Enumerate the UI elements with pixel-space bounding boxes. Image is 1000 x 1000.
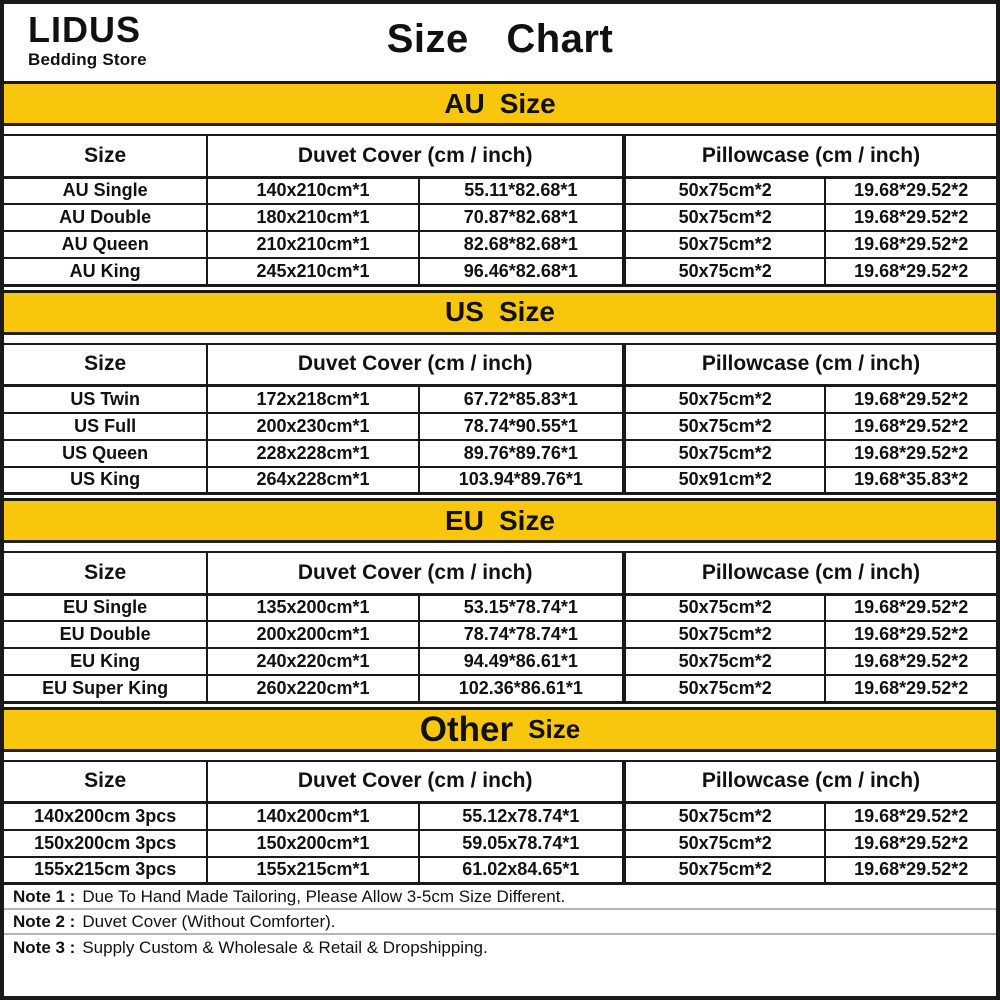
cell-size: AU Double: [4, 204, 207, 231]
size-table-au: [4, 134, 996, 287]
note-text: Supply Custom & Wholesale & Retail & Dropshipping.: [82, 937, 488, 957]
cell-duvet-cm: 240x220cm*1: [207, 648, 418, 675]
cell-duvet-cm: 228x228cm*1: [207, 440, 418, 467]
size-table-us: [4, 343, 996, 496]
cell-size: AU Single: [4, 177, 207, 204]
cell-duvet-inch: 102.36*86.61*1: [419, 675, 624, 702]
cell-duvet-cm: 140x200cm*1: [207, 803, 418, 830]
cell-duvet-inch: 55.12x78.74*1: [419, 803, 624, 830]
column-header-duvet-cover: Duvet Cover (cm / inch): [207, 135, 624, 177]
table-head: [4, 761, 996, 803]
note-label: Note 2 :: [13, 911, 76, 931]
section-band-main-label: AU: [444, 87, 485, 119]
size-table-eu: [4, 551, 996, 704]
cell-size: 150x200cm 3pcs: [4, 830, 207, 857]
cell-size: 155x215cm 3pcs: [4, 857, 207, 884]
cell-duvet-cm: 172x218cm*1: [207, 386, 418, 413]
cell-duvet-inch: 55.11*82.68*1: [419, 177, 624, 204]
cell-pillow-cm: 50x75cm*2: [624, 648, 825, 675]
cell-size: EU Super King: [4, 675, 207, 702]
cell-duvet-inch: 89.76*89.76*1: [419, 440, 624, 467]
section-band-sub-label: Size: [498, 504, 555, 536]
cell-pillow-inch: 19.68*29.52*2: [825, 648, 996, 675]
column-header-size: Size: [4, 344, 207, 386]
cell-duvet-cm: 200x230cm*1: [207, 413, 418, 440]
table-row: [4, 231, 996, 258]
cell-duvet-cm: 155x215cm*1: [207, 857, 418, 884]
table-row: [4, 467, 996, 494]
cell-duvet-cm: 135x200cm*1: [207, 594, 418, 621]
section-band-main-label: US: [445, 296, 484, 327]
section-band-eu: [4, 498, 996, 543]
cell-size: US Twin: [4, 386, 207, 413]
section-band-au: [4, 81, 996, 126]
cell-pillow-cm: 50x75cm*2: [624, 440, 825, 467]
cell-pillow-inch: 19.68*29.52*2: [825, 177, 996, 204]
cell-pillow-cm: 50x75cm*2: [624, 675, 825, 702]
section-band-main-label: Other: [419, 709, 514, 749]
table-body: [4, 803, 996, 884]
note-row: [4, 910, 996, 935]
cell-duvet-cm: 150x200cm*1: [207, 830, 418, 857]
cell-pillow-cm: 50x75cm*2: [624, 413, 825, 440]
cell-size: US King: [4, 467, 207, 494]
cell-size: AU Queen: [4, 231, 207, 258]
note-text: Due To Hand Made Tailoring, Please Allow 3-5cm Size Different.: [82, 886, 566, 906]
cell-duvet-inch: 96.46*82.68*1: [419, 258, 624, 285]
cell-duvet-cm: 245x210cm*1: [207, 258, 418, 285]
section-band-main-label: EU: [445, 504, 484, 536]
cell-duvet-inch: 53.15*78.74*1: [419, 594, 624, 621]
cell-pillow-inch: 19.68*29.52*2: [825, 204, 996, 231]
cell-pillow-inch: 19.68*29.52*2: [825, 621, 996, 648]
column-header-size: Size: [4, 761, 207, 803]
note-row: [4, 935, 996, 960]
cell-duvet-cm: 180x210cm*1: [207, 204, 418, 231]
table-header-row: [4, 552, 996, 594]
cell-pillow-inch: 19.68*29.52*2: [825, 258, 996, 285]
cell-pillow-inch: 19.68*29.52*2: [825, 594, 996, 621]
cell-duvet-inch: 67.72*85.83*1: [419, 386, 624, 413]
table-header-row: [4, 135, 996, 177]
table-row: [4, 803, 996, 830]
cell-pillow-inch: 19.68*35.83*2: [825, 467, 996, 494]
cell-pillow-cm: 50x75cm*2: [624, 803, 825, 830]
cell-duvet-inch: 59.05x78.74*1: [419, 830, 624, 857]
cell-duvet-inch: 103.94*89.76*1: [419, 467, 624, 494]
table-body: [4, 386, 996, 494]
cell-duvet-cm: 260x220cm*1: [207, 675, 418, 702]
cell-pillow-inch: 19.68*29.52*2: [825, 413, 996, 440]
cell-pillow-cm: 50x75cm*2: [624, 830, 825, 857]
column-header-pillowcase: Pillowcase (cm / inch): [624, 761, 996, 803]
cell-duvet-inch: 61.02x84.65*1: [419, 857, 624, 884]
table-header-row: [4, 344, 996, 386]
cell-size: US Full: [4, 413, 207, 440]
table-head: [4, 552, 996, 594]
table-head: [4, 135, 996, 177]
column-header-size: Size: [4, 552, 207, 594]
section-band-other: [4, 707, 996, 752]
cell-pillow-cm: 50x75cm*2: [624, 594, 825, 621]
cell-pillow-inch: 19.68*29.52*2: [825, 231, 996, 258]
notes-section: [4, 885, 996, 960]
table-body: [4, 594, 996, 702]
table-row: [4, 594, 996, 621]
brand-name: LIDUS: [28, 9, 141, 50]
table-head: [4, 344, 996, 386]
note-label: Note 3 :: [13, 937, 76, 957]
note-row: [4, 885, 996, 910]
cell-pillow-inch: 19.68*29.52*2: [825, 440, 996, 467]
section-band-sub-label: Size: [528, 714, 581, 744]
size-table-other: [4, 760, 996, 886]
cell-pillow-inch: 19.68*29.52*2: [825, 803, 996, 830]
cell-duvet-inch: 78.74*78.74*1: [419, 621, 624, 648]
cell-pillow-cm: 50x75cm*2: [624, 258, 825, 285]
table-row: [4, 204, 996, 231]
cell-duvet-cm: 200x200cm*1: [207, 621, 418, 648]
cell-pillow-cm: 50x75cm*2: [624, 177, 825, 204]
cell-size: EU Double: [4, 621, 207, 648]
brand-tagline: Bedding Store: [28, 49, 147, 69]
cell-duvet-inch: 82.68*82.68*1: [419, 231, 624, 258]
cell-pillow-inch: 19.68*29.52*2: [825, 675, 996, 702]
table-row: [4, 440, 996, 467]
table-body: [4, 177, 996, 285]
table-header-row: [4, 761, 996, 803]
cell-size: AU King: [4, 258, 207, 285]
cell-pillow-cm: 50x75cm*2: [624, 386, 825, 413]
cell-pillow-cm: 50x91cm*2: [624, 467, 825, 494]
section-band-sub-label: Size: [498, 296, 555, 327]
column-header-duvet-cover: Duvet Cover (cm / inch): [207, 761, 624, 803]
table-row: [4, 857, 996, 884]
table-row: [4, 413, 996, 440]
column-header-size: Size: [4, 135, 207, 177]
note-label: Note 1 :: [13, 886, 76, 906]
cell-duvet-inch: 78.74*90.55*1: [419, 413, 624, 440]
cell-size: 140x200cm 3pcs: [4, 803, 207, 830]
cell-pillow-cm: 50x75cm*2: [624, 857, 825, 884]
table-row: [4, 675, 996, 702]
column-header-pillowcase: Pillowcase (cm / inch): [624, 552, 996, 594]
note-text: Duvet Cover (Without Comforter).: [82, 911, 336, 931]
header: [4, 4, 996, 78]
cell-duvet-cm: 210x210cm*1: [207, 231, 418, 258]
cell-pillow-inch: 19.68*29.52*2: [825, 830, 996, 857]
cell-size: EU Single: [4, 594, 207, 621]
cell-size: EU King: [4, 648, 207, 675]
size-sections: [4, 81, 996, 885]
section-band-sub-label: Size: [499, 87, 556, 119]
page-title: Size Chart: [386, 17, 614, 61]
cell-pillow-cm: 50x75cm*2: [624, 204, 825, 231]
cell-pillow-cm: 50x75cm*2: [624, 621, 825, 648]
table-row: [4, 258, 996, 285]
table-row: [4, 621, 996, 648]
cell-size: US Queen: [4, 440, 207, 467]
cell-duvet-cm: 140x210cm*1: [207, 177, 418, 204]
section-band-us: [4, 290, 996, 335]
cell-duvet-inch: 94.49*86.61*1: [419, 648, 624, 675]
column-header-duvet-cover: Duvet Cover (cm / inch): [207, 344, 624, 386]
cell-duvet-cm: 264x228cm*1: [207, 467, 418, 494]
column-header-pillowcase: Pillowcase (cm / inch): [624, 344, 996, 386]
cell-pillow-inch: 19.68*29.52*2: [825, 857, 996, 884]
table-row: [4, 648, 996, 675]
column-header-duvet-cover: Duvet Cover (cm / inch): [207, 552, 624, 594]
cell-pillow-inch: 19.68*29.52*2: [825, 386, 996, 413]
cell-pillow-cm: 50x75cm*2: [624, 231, 825, 258]
column-header-pillowcase: Pillowcase (cm / inch): [624, 135, 996, 177]
table-row: [4, 386, 996, 413]
cell-duvet-inch: 70.87*82.68*1: [419, 204, 624, 231]
table-row: [4, 830, 996, 857]
table-row: [4, 177, 996, 204]
